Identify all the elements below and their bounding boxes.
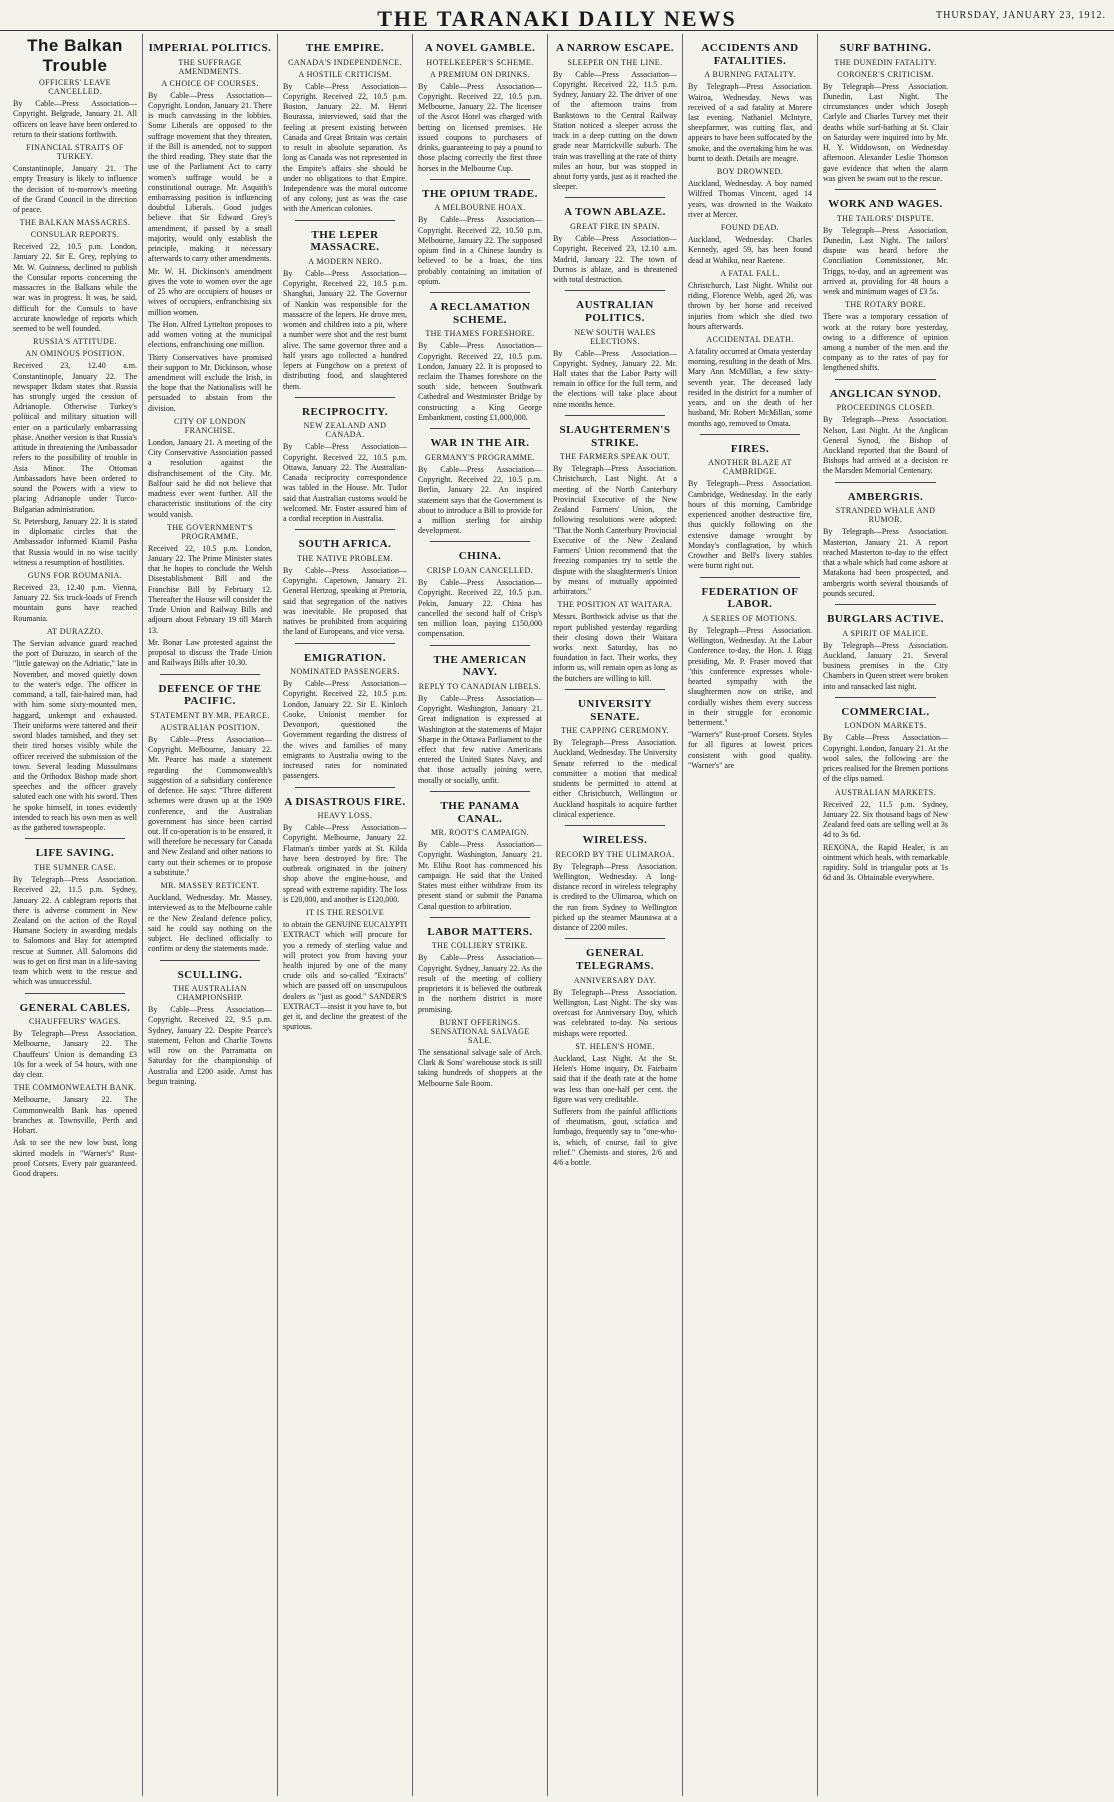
article-subheading: ACCIDENTAL DEATH. bbox=[706, 334, 794, 344]
column-3 bbox=[278, 34, 413, 1796]
article-subheading: AUSTRALIAN MARKETS. bbox=[835, 787, 936, 797]
section-divider bbox=[295, 643, 395, 644]
article-headline: GENERAL TELEGRAMS. bbox=[575, 947, 655, 972]
section-divider bbox=[430, 791, 530, 792]
article-subheading: FINANCIAL STRAITS OF TURKEY. bbox=[26, 143, 124, 162]
article-body-text: Mr. Bonar Law protested against the proposal to discuss the Trade Union and Railways Bills after 10.30. bbox=[148, 637, 272, 668]
article-subheading: BOY DROWNED. bbox=[716, 167, 784, 177]
column-6 bbox=[683, 34, 818, 1796]
article-body-text: Auckland, Wednesday. Charles Kennedy, aged 59, has been found dead at Wahiku, near Raetene. bbox=[688, 235, 812, 265]
article-headline: A RECLAMATION SCHEME. bbox=[429, 301, 531, 326]
article-body-text: The sensational salvage sale of Arch. Clark & Sons' warehouse stock is still taking hundreds of shoppers at the Melbourne Sale Room. bbox=[418, 1047, 542, 1088]
article-body-text: Thirty Conservatives have promised their support to Mr. Dickinson, whose amendment will exclude the Irish, in the hope that the Nationalists will be persuaded to abstain from the division. bbox=[148, 352, 272, 413]
article-body-text: REXONA, the Rapid Healer, is an ointment which heals, with remarkable rapidity. Sold in triangular pots at 1s 6d and 3s. Obtainable everywhere. bbox=[823, 842, 948, 883]
article-body-text: Auckland, Wednesday. Mr. Massey, interviewed as to the Melbourne cable re the New Zealand defence policy, said he could say nothing on the subject. He declined officially to confirm or deny the statements made. bbox=[148, 893, 272, 954]
columns-container bbox=[8, 34, 1106, 1796]
article-body-text: By Cable—Press Association—Copyright. Sydney, January 22. Mr. Hall states that the Labor Party will remain in office for the full term, and the elections will take place about nine months hence. bbox=[553, 348, 677, 409]
article-body-text: By Telegraph—Press Association. Dunedin, Last Night. The circumstances under which Joseph Carlyle and Charles Turvey met their deaths while surf-bathing at St. Clair on Saturday were inquired into by Mr. H. Y. Widdowson, on Wednesday afternoon. Alexander Leslie Thomson gave evidence that when the alarm was given he swam out to the rescue. bbox=[823, 81, 948, 183]
article-body-text: Auckland, Last Night. At the St. Helen's Home inquiry, Dr. Fairbairn said that if the death rate at the home was less than one-half per cent. the figure was very creditable. bbox=[553, 1053, 677, 1104]
section-divider bbox=[430, 179, 530, 180]
article-body-text: By Telegraph—Press Association. Auckland, Wednesday. The University Senate referred to the medical committee a motion that medical students be permitted to attend at either Christchurch, Wellington or Auckland hospitals to acquire further clinical experience. bbox=[553, 738, 677, 819]
article-body-text: By Cable—Press Association—Copyright. Received 22, 10.5 p.m. Berlin, January 22. An inspired statement says that the Government is about to introduce a Bill to provide for a million sterling for airship development. bbox=[418, 464, 542, 536]
article-subheading: GERMANY'S PROGRAMME. bbox=[425, 452, 535, 462]
article-subheading: NEW ZEALAND AND CANADA. bbox=[303, 421, 387, 440]
section-divider bbox=[430, 917, 530, 918]
article-body-text: Melbourne, January 22. The Commonwealth Bank has opened branches at Townsville, Perth and Hobart. bbox=[13, 1095, 137, 1136]
article-headline: THE AMERICAN NAVY. bbox=[433, 653, 527, 679]
article-headline: SLAUGHTERMEN'S STRIKE. bbox=[559, 423, 671, 449]
article-body-text: By Cable—Press Association—Copyright. Received 22, 11.5 p.m. Sydney, January 22. The driver of one of the afternoon trains from Bankstown to the Central Railway Station noticed a sleeper across the track in a deep cutting on the down grade near Marrickville suburb. The train was travelling at the rate of thirty miles an hour, but was stopped in about forty yards, just as it reached the sleeper. bbox=[553, 69, 677, 192]
article-subheading: CHAUFFEURS' WAGES. bbox=[28, 1017, 122, 1027]
article-body-text: By Cable—Press Association—Copyright. Belgrade, January 21. All officers on leave have been ordered to return to their stations forthwith. bbox=[13, 99, 137, 139]
article-subheading: THE BALKAN MASSACRES. bbox=[19, 218, 131, 228]
article-headline: FEDERATION OF LABOR. bbox=[701, 585, 799, 611]
article-headline: A NOVEL GAMBLE. bbox=[424, 42, 536, 54]
article-subheading: ANNIVERSARY DAY. bbox=[573, 975, 657, 985]
article-subheading: A MODERN NERO. bbox=[308, 256, 382, 266]
section-divider bbox=[430, 541, 530, 542]
article-body-text: There was a temporary cessation of work at the rotary bore yesterday, owing to a difference of opinion among a number of the men and the company as to the rates of pay for lengthened shifts. bbox=[823, 312, 948, 373]
section-divider bbox=[565, 290, 665, 291]
article-subheading: STATEMENT BY MR. PEARCE. bbox=[150, 710, 270, 720]
article-body-text: By Telegraph—Press Association. Dunedin, Last Night. The tailors' dispute was heard before the Conciliation Commissioner, Mr. Triggs, to-day, and an agreement was arrived at, providing for 48 hours a week and minimum wages of £3 5s. bbox=[823, 225, 948, 297]
article-body-text: By Telegraph—Press Association. Melbourne, January 22. The Chauffeurs' Union is demanding £3 10s for a week of 54 hours, with one day clear. bbox=[13, 1029, 137, 1080]
article-body-text: By Telegraph—Press Association. Cambridge, Wednesday. In the early hours of this morning, Cambridge experienced another destructive fire, thus quickly following on the extensive damage wrought by Monday's conflagration, by which Crowther and Bell's livery stables were burnt right out. bbox=[688, 479, 812, 571]
column-7 bbox=[818, 34, 953, 1796]
section-divider bbox=[25, 838, 125, 839]
article-subheading: CRISP LOAN CANCELLED. bbox=[426, 566, 534, 576]
article-headline: SOUTH AFRICA. bbox=[298, 538, 392, 551]
article-body-text: By Telegraph—Press Association. Masterton, January 21. A report reached Masterton to-day to the effect that a whale which had come ashore at Matakona had been prospected, and ambergris worth several thousands of pounds secured. bbox=[823, 527, 948, 598]
article-body-text: Received 23, 12.40 p.m. Vienna, January 22. Six truck-loads of French mountain guns have reached Roumania. bbox=[13, 583, 137, 623]
article-headline: The Balkan Trouble bbox=[27, 36, 123, 75]
section-divider bbox=[700, 434, 800, 435]
article-subheading: A MELBOURNE HOAX. bbox=[434, 203, 526, 213]
section-divider bbox=[430, 645, 530, 646]
article-body-text: By Cable—Press Association—Copyright. Received 22, 10.5 p.m. Boston, January 22. M. Henri Bourassa, interviewed, said that the feeling at present existing between Canada and Great Britain was certain to result in absolute separation. As long as Canada was not represented in the Empire's affairs she should be under no obligations to that Empire. Independence was the moral outcome of any colony, just as was the case with the American colonies. bbox=[283, 81, 407, 214]
article-body-text: The Servian advance guard reached the port of Durazzo, in search of the "little gateway on the Adriatic," late in November, and moved quietly down to the water's edge. The officer in command, a tall, fair-haired man, had with him some sixty-mounted men, haggard, unkempt and exhausted. Their uniforms were tattered and their sword blades tarnished, and they set their tired horses visibly while the officer received the submission of the town. Several leading Mussulmans and the Orthodox Bishop made short speeches and the officer gravely saluted each one with his sword. Then he spoke himself, in tones evidently intended to reach his own men as well as the gathered townspeople. bbox=[13, 638, 137, 833]
article-headline: AMBERGRIS. bbox=[847, 490, 924, 503]
article-headline: A NARROW ESCAPE. bbox=[555, 42, 675, 54]
article-body-text: Constantinople, January 21. The empty Treasury is likely to influence the decision of to-morrow's meeting of the Grand Council in the direction of peace. bbox=[13, 164, 137, 214]
article-headline: ACCIDENTS AND FATALITIES. bbox=[701, 42, 799, 67]
article-subheading: AUSTRALIAN POSITION. bbox=[160, 722, 260, 732]
article-subheading: CONSULAR REPORTS. bbox=[30, 230, 120, 240]
article-subheading: A PREMIUM ON DRINKS. bbox=[429, 69, 530, 79]
article-subheading: RUSSIA'S ATTITUDE. bbox=[33, 337, 117, 347]
section-divider bbox=[160, 960, 260, 961]
article-headline: GENERAL CABLES. bbox=[19, 1001, 131, 1014]
section-divider bbox=[835, 697, 936, 698]
article-subheading: A FATAL FALL. bbox=[720, 268, 780, 278]
column-5 bbox=[548, 34, 683, 1796]
section-divider bbox=[295, 220, 395, 221]
article-headline: UNIVERSITY SENATE. bbox=[577, 697, 653, 723]
article-subheading: A HOSTILE CRITICISM. bbox=[298, 69, 392, 79]
article-body-text: By Cable—Press Association—Copyright. Received 22, 10.5 p.m. Pekin, January 22. China has cancelled the second half of Crisp's ten million loan, paying £150,000 compensation. bbox=[418, 578, 542, 639]
article-body-text: By Cable—Press Association—Copyright. Washington, January 21. Mr. Elihu Root has commenced his campaign. He said that the United States must either withdraw from its present stand or submit the Panama Canal question to arbitration. bbox=[418, 840, 542, 911]
article-subheading: AN OMINOUS POSITION. bbox=[25, 349, 125, 359]
article-body-text: By Cable—Press Association—Copyright. Sydney, January 22. As the result of the meeting of colliery proprietors it is believed the outbreak in the northern district is more promising. bbox=[418, 953, 542, 1014]
article-headline: WAR IN THE AIR. bbox=[430, 437, 530, 450]
article-subheading: ANOTHER BLAZE AT CAMBRIDGE. bbox=[708, 458, 792, 477]
article-body-text: By Cable—Press Association—Copyright. Received 23, 12.10 a.m. Madrid, January 22. The town of Durnos is ablaze, and is threatened with total destruction. bbox=[553, 234, 677, 285]
article-subheading: THE COMMONWEALTH BANK. bbox=[13, 1083, 137, 1093]
section-divider bbox=[295, 529, 395, 530]
newspaper-title: THE TARANAKI DAILY NEWS bbox=[377, 6, 737, 31]
article-headline: FIRES. bbox=[730, 442, 770, 455]
article-subheading: THE DUNEDIN FATALITY. bbox=[834, 57, 937, 67]
article-headline: AUSTRALIAN POLITICS. bbox=[576, 299, 654, 324]
article-subheading: THE POSITION AT WAITARA. bbox=[557, 600, 673, 610]
article-body-text: to obtain the GENUINE EUCALYPTI EXTRACT which will procure for you a remedy of sterling value and will protect you from having your health injured by one of the many crude oils and so-called "Extracts" which are passed off on unscrupulous dealers as "just as good." SANDER'S EXTRACT—insist it you have to, but get it, and decline the greatest of the spurious. bbox=[283, 920, 407, 1032]
section-divider bbox=[565, 938, 665, 939]
article-body-text: By Cable—Press Association—Copyright. Washington, January 21. Great indignation is expressed at Washington at the statements of Major Sharpe in the Ottawa Parliament to the effect that few native Americans entered the United States Navy, and that those actually joining were, morally or socially, unfit. bbox=[418, 693, 542, 785]
article-subheading: GUNS FOR ROUMANIA. bbox=[27, 571, 123, 580]
article-headline: A TOWN ABLAZE. bbox=[564, 206, 666, 219]
article-subheading: AT DURAZZO. bbox=[46, 626, 104, 636]
article-body-text: By Cable—Press Association—Copyright. Received 22, 10.50 p.m. Melbourne, January 22. The supposed opium find in a Chinese laundry is believed to be a hoax, the tins probably containing an imitation of opium. bbox=[418, 215, 542, 286]
section-divider bbox=[700, 577, 800, 578]
article-headline: BURGLARS ACTIVE. bbox=[827, 613, 944, 625]
article-subheading: PROCEEDINGS CLOSED. bbox=[836, 403, 935, 413]
article-subheading: ST. HELEN'S HOME. bbox=[575, 1041, 655, 1051]
article-subheading: MR. ROOT'S CAMPAIGN. bbox=[430, 828, 530, 838]
article-body-text: Received 22, 10.5 p.m. London, January 22. Sir E. Grey, replying to Mr. W. Guinness, declined to publish the Consular reports concerning the massacres in the Balkans while the war was in progress. It was, he said, difficult for the Consuls to have accurate knowledge of reports which seemed to be well founded. bbox=[13, 242, 137, 334]
section-divider bbox=[430, 292, 530, 293]
article-headline: RECIPROCITY. bbox=[302, 405, 388, 418]
article-body-text: By Telegraph—Press Association. Wellington, Wednesday. A long-distance record in wireless telegraphy is credited to the Ulimaroa, which on the run from Sydney to Wellington picked up the steamer Maunawa at a distance of 2200 miles. bbox=[553, 861, 677, 933]
article-body-text: By Cable—Press Association—Copyright. Received 22, 9.5 p.m. Sydney, January 22. Despite Pearce's statement, Felton and Charlie Towns will row on the Parramatta on Saturday for the championship of Australia and £200 aside. Arnst has begun training. bbox=[148, 1005, 272, 1086]
section-divider bbox=[565, 197, 665, 198]
article-subheading: IT IS THE RESOLVE bbox=[306, 908, 384, 918]
section-divider bbox=[295, 787, 395, 788]
article-body-text: By Telegraph—Press Association. Auckland, January 21. Several business premises in the City Chambers in Queen street were broken into and ransacked last night. bbox=[823, 640, 948, 691]
article-subheading: SLEEPER ON THE LINE. bbox=[567, 57, 663, 67]
article-body-text: Received 22, 11.5 p.m. Sydney, January 22. Six thousand bags of New Zealand feed oats are selling well at 3s 4d to 3s 6d. bbox=[823, 799, 948, 840]
article-body-text: The Hon. Alfred Lyttelton proposes to add women voting at the municipal elections, enfranchising one million. bbox=[148, 319, 272, 350]
article-subheading: NOMINATED PASSENGERS. bbox=[290, 667, 400, 677]
article-subheading: FOUND DEAD. bbox=[720, 223, 780, 233]
article-headline: WIRELESS. bbox=[582, 834, 648, 847]
article-subheading: THE SUFFRAGE AMENDMENTS. bbox=[178, 57, 242, 76]
article-body-text: By Cable—Press Association—Copyright. Melbourne, January 22. Flatman's timber yards at St. Kilda have been destroyed by fire. The outbreak originated in the joinery shop above the engine-house, and spread with extreme rapidity. The loss is £20,000, and another is £120,000. bbox=[283, 823, 407, 904]
article-body-text: Mr. W. H. Dickinson's amendment gives the vote to women over the age of 25 who are occupiers of houses or wives of occupiers, enfranchising six million women. bbox=[148, 266, 272, 317]
article-headline: A DISASTROUS FIRE. bbox=[284, 795, 406, 808]
article-headline: SURF BATHING. bbox=[839, 42, 932, 54]
article-body-text: By Telegraph—Press Association. Received 22, 11.5 p.m. Sydney, January 22. A cablegram reports that there is adverse comment in New Zealand on the action of the Royal Humane Society in awarding medals to Salomons and Hay for attempted rescue at Sumner. All Salomons did was to get on first man in a life-saving team which went to the rescue and which was unsuccessful. bbox=[13, 875, 137, 987]
article-subheading: A CHOICE OF COURSES. bbox=[161, 78, 259, 88]
article-headline: COMMERCIAL. bbox=[841, 705, 930, 718]
section-divider bbox=[835, 189, 936, 190]
article-subheading: RECORD BY THE ULIMAROA. bbox=[555, 849, 675, 859]
article-body-text: Auckland, Wednesday. A boy named Wilfred Thomas Vincent, aged 14 years, was drowned in the Waikato river at Mercer. bbox=[688, 179, 812, 219]
article-body-text: By Cable—Press Association—Copyright. Received 22, 10.5 p.m. London, January 22. It is proposed to reclaim the Thames foreshore on the south side, between Southwark Cathedral and Westminster Bridge by constructing a King George Embankment, costing £1,000,000. bbox=[418, 341, 542, 422]
column-1 bbox=[8, 34, 143, 1796]
article-subheading: HEAVY LOSS. bbox=[317, 811, 373, 821]
column-4 bbox=[413, 34, 548, 1796]
section-divider bbox=[160, 674, 260, 675]
article-body-text: Christchurch, Last Night. Whilst out riding, Florence Webb, aged 26, was thrown by her horse and received injuries from which she died two hours afterwards. bbox=[688, 280, 812, 331]
article-subheading: REPLY TO CANADIAN LIBELS. bbox=[418, 681, 542, 691]
article-subheading: THE THAMES FORESHORE. bbox=[425, 329, 535, 339]
article-body-text: Sufferers from the painful afflictions of rheumatism, gout, sciatica and lumbago, frequently say to "one-who-is, which, of course, fail to give relief." Chemists and stores, 2/6 and 4/6 a bottle. bbox=[553, 1106, 677, 1168]
section-divider bbox=[430, 428, 530, 429]
article-subheading: THE CAPPING CEREMONY. bbox=[560, 726, 670, 736]
article-headline: THE PANAMA CANAL. bbox=[440, 799, 520, 825]
article-body-text: By Cable—Press Association—Copyright. Melbourne, January 22. Mr. Pearce has made a statement regarding the Commonwealth's suggestion of a subsidiary conference of defence. He says: "Three different schemes were drawn up at the 1909 conference, and the Australian government has since been carried out. If co-operation is to be ensured, it will therefore be necessary for Canada and New Zealand and other nations to carry out their schemes or to propose a substitute." bbox=[148, 734, 272, 877]
article-subheading: GREAT FIRE IN SPAIN. bbox=[570, 222, 660, 232]
article-subheading: BURNT OFFERINGS. SENSATIONAL SALVAGE SALE. bbox=[430, 1017, 530, 1045]
article-body-text: Ask to see the new low bust, long skirted models in "Warner's" Rust-proof Corsets. Every pair guaranteed. Good drapers. bbox=[13, 1138, 137, 1179]
article-subheading: A SERIES OF MOTIONS. bbox=[702, 613, 798, 623]
article-body-text: By Telegraph—Press Association. Nelson, Last Night. At the Anglican General Synod, the Bishop of Auckland reported that the Board of Bishops had arrived at a decision re the Marsden Memorial Centenary. bbox=[823, 415, 948, 476]
article-subheading: MR. MASSEY RETICENT. bbox=[160, 881, 260, 891]
article-subheading: STRANDED WHALE AND RUMOR. bbox=[835, 506, 936, 525]
article-headline: THE EMPIRE. bbox=[305, 42, 385, 54]
article-subheading: THE TAILORS' DISPUTE. bbox=[836, 213, 935, 223]
article-body-text: By Telegraph—Press Association. Wellington, Last Night. The sky was overcast for Anniversary Day, which was celebrated to-day. No serious mishaps were reported. bbox=[553, 987, 677, 1038]
article-headline: ANGLICAN SYNOD. bbox=[829, 387, 942, 400]
article-headline: WORK AND WAGES. bbox=[828, 197, 943, 210]
article-body-text: By Cable—Press Association—Copyright. Capetown, January 21. General Hertzog, speaking at Pretoria, said that segregation of the natives was inevitable. He proposed that natives be prohibited from acquiring the land of Europeans, and vice versa. bbox=[283, 565, 407, 637]
article-subheading: THE AUSTRALIAN CHAMPIONSHIP. bbox=[173, 984, 247, 1003]
article-subheading: THE NATIVE PROBLEM. bbox=[297, 553, 393, 563]
article-subheading: CITY OF LONDON FRANCHISE. bbox=[174, 416, 246, 435]
section-divider bbox=[565, 825, 665, 826]
article-body-text: By Telegraph—Press Association. Christchurch, Last Night. At a meeting of the North Canterbury Provincial Executive of the New Zealand Farmers' Union, the following resolutions were adopted: "That the North Canterbury Provincial Executive of the New Zealand Farmers' Union recommend that the freezing companies try to settle the dispute with the slaughtermen's Union by means of mutually appointed arbitrators." bbox=[553, 464, 677, 597]
article-body-text: By Telegraph—Press Association. Wellington, Wednesday. At the Labor Conference to-day, the Hon. J. Rigg presiding, Mr. P. Fraser moved that "this conference expresses whole-hearted sympathy with the slaughtermen now on strike, and cordially wishes them every success in their struggle for economic betterment." bbox=[688, 625, 812, 727]
article-headline: LIFE SAVING. bbox=[35, 847, 115, 860]
article-body-text: By Cable—Press Association—Copyright. Received 22, 10.5 p.m. Melbourne, January 22. The licensee of the Ascot Hotel was charged with betting on licensed premises. He issued coupons to purchasers of drinks, guaranteeing to pay a pound to those placing correctly the first three horses in the Melbourne Cup. bbox=[418, 81, 542, 173]
article-body-text: By Cable—Press Association—Copyright. Received 22, 10.5 p.m. Shanghai, January 22. The Governor of Nankin was responsible for the massacre of the lepers. He drove men, women and children into a pit, where a number were shot and the rest burnt alive. The same governor three and a half years ago collected a hundred lepers at Fungchow on a pretext of distributing food, and slaughtered them. bbox=[283, 268, 407, 391]
article-subheading: THE ROTARY BORE. bbox=[845, 300, 926, 310]
section-divider bbox=[835, 379, 936, 380]
article-subheading: A BURNING FATALITY. bbox=[704, 70, 796, 80]
article-subheading: A SPIRIT OF MALICE. bbox=[842, 628, 929, 638]
article-subheading: CORONER'S CRITICISM. bbox=[837, 69, 934, 79]
column-2 bbox=[143, 34, 278, 1796]
article-subheading: THE COLLIERY STRIKE. bbox=[431, 941, 529, 951]
article-subheading: THE SUMNER CASE. bbox=[34, 863, 116, 873]
masthead bbox=[0, 0, 1114, 31]
article-headline: THE OPIUM TRADE. bbox=[422, 187, 538, 200]
article-headline: DEFENCE OF THE PACIFIC. bbox=[158, 682, 262, 708]
article-headline: THE LEPER MASSACRE. bbox=[310, 228, 380, 254]
article-body-text: Received 22, 10.5 p.m. London, January 22. The Prime Minister states that he hopes to conclude the Welsh Disestablishment Bill and the Franchise Bill by February 12. Thereafter the House will consider the Trade Union and Railway Bills and adjourn about February 19 till March 13. bbox=[148, 543, 272, 635]
section-divider bbox=[25, 993, 125, 994]
section-divider bbox=[295, 397, 395, 398]
article-subheading: CANADA'S INDEPENDENCE. bbox=[288, 57, 402, 67]
article-headline: SCULLING. bbox=[177, 968, 243, 981]
article-subheading: THE GOVERNMENT'S PROGRAMME. bbox=[167, 522, 253, 541]
section-divider bbox=[835, 604, 936, 605]
article-body-text: St. Petersburg, January 22. It is stated in diplomatic circles that the Ambassador informed Kiamil Pasha that Russia would in no wise tacitly witness a resumption of hostilities. bbox=[13, 516, 137, 567]
article-body-text: By Cable—Press Association—Copyright. Received 22, 10.5 p.m. Ottawa, January 22. The Australian-Canada reciprocity correspondence was tabled in the House. Mr. Tudor said that Australian customs would be welcomed. Mr. Foster assured him of a cordial reception in Australia. bbox=[283, 442, 407, 524]
article-body-text: London, January 21. A meeting of the City Conservative Association passed a resolution against the disfranchisement of the City. Mr. Balfour said he did not believe that madness ever went further. All the characteristic institutions of the city would vanish. bbox=[148, 437, 272, 519]
article-headline: CHINA. bbox=[458, 550, 502, 563]
article-subheading: OFFICERS' LEAVE CANCELLED. bbox=[39, 78, 111, 97]
article-subheading: LONDON MARKETS. bbox=[844, 721, 927, 731]
article-subheading: HOTELKEEPER'S SCHEME. bbox=[426, 57, 534, 67]
article-body-text: A fatality occurred at Omata yesterday morning, resulting in the death of Mrs. Mary Ann McMillan, a few sixty-seventh year. The deceased lady resided in the district for a number of years, and on the death of her husband, Mr. Robert McMillan, some months ago, removed to Omata. bbox=[688, 346, 812, 428]
section-divider bbox=[565, 415, 665, 416]
article-body-text: By Cable—Press Association—Copyright. London, January 21. There is much canvassing in the lobbies. Some Liberals are opposed to the suffrage movement that they threaten, if the Bill is amended, not to support the third reading. They state that the use of the Parliament Act to carry women's suffrage would be a constitutional outrage. Mr. Asquith's embarrassing position is influencing doubtful Liberals. Good judges believe that Sir Edward Grey's amendment, if passed by a small majority, would only establish the principle, making it necessary afterwards to carry other amendments. bbox=[148, 90, 272, 264]
article-body-text: "Warner's" Rust-proof Corsets. Styles for all figures at lowest prices consistent with good quality. "Warner's" are bbox=[688, 730, 812, 770]
article-body-text: Received 23, 12.40 a.m. Constantinople, January 22. The newspaper Ikdam states that Russia has strongly urged the cession of Adrianople. Otherwise Turkey's political and military situation will enter on a particularly embarrassing phase. Another version is that Russia's attitude in threatening the Ambassador refers to the possibility of trouble in Asia Minor. The Ottoman Ambassadors have been ordered to sound the Powers with a view to placing Adrianople under Turco-Bulgarian administration. bbox=[13, 361, 137, 514]
article-body-text: By Cable—Press Association—Copyright. London, January 21. At the wool sales, the following are the prices realised for the Bremen portions of the clips named. bbox=[823, 733, 948, 784]
article-body-text: By Cable—Press Association—Copyright. Received 22, 10.5 p.m. London, January 22. Sir E. Kinloch Cooke, Unionist member for Devonport, questioned the Government regarding the distress of the wives and families of many emigrants to Australia owing to the increased rates for nominated passengers. bbox=[283, 679, 407, 781]
article-headline: EMIGRATION. bbox=[304, 651, 386, 664]
section-divider bbox=[565, 689, 665, 690]
article-subheading: NEW SOUTH WALES ELECTIONS. bbox=[574, 327, 656, 346]
article-body-text: Messrs. Borthwick advise us that the report published yesterday regarding their closing down their Waitara works next Saturday, has no foundation in fact. Their works, they inform us, will remain open as long as the butchers are willing to kill. bbox=[553, 612, 677, 683]
article-body-text: By Telegraph—Press Association. Wairoa, Wednesday. News was received of a sad fatality at Morere last evening. Nathaniel McIntyre, sheepfarmer, was cutting flax, and appears to have been suffocated by the smoke, and the overtaking him he was burnt to death. Details are meagre. bbox=[688, 82, 812, 163]
article-headline: IMPERIAL POLITICS. bbox=[148, 42, 272, 54]
issue-date: THURSDAY, JANUARY 23, 1912. bbox=[936, 10, 1106, 21]
section-divider bbox=[835, 482, 936, 483]
article-headline: LABOR MATTERS. bbox=[427, 925, 533, 938]
article-subheading: THE FARMERS SPEAK OUT. bbox=[559, 452, 671, 462]
